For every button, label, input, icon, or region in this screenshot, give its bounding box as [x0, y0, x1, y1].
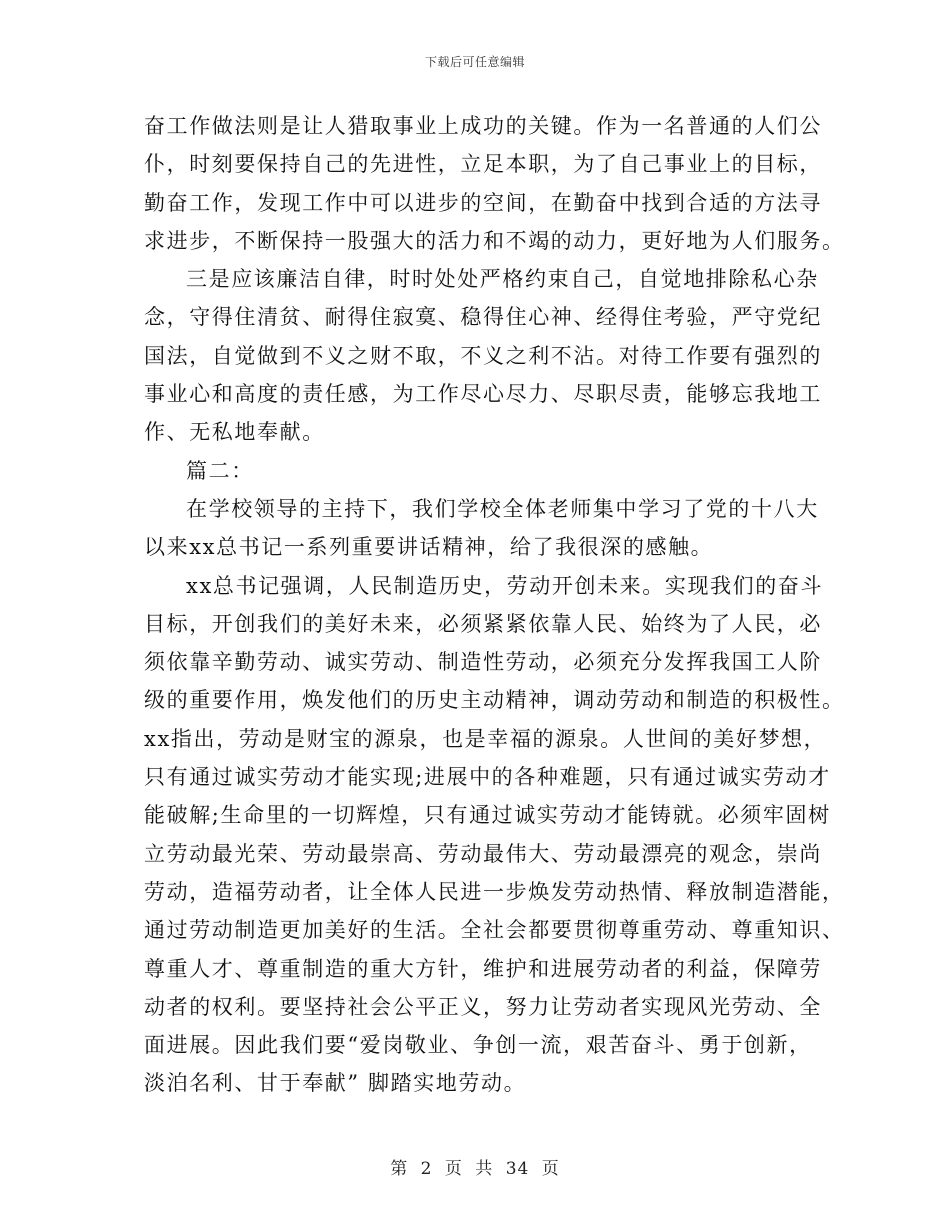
body-line: 事业心和高度的责任感，为工作尽心尽力、尽职尽责，能够忘我地工	[144, 382, 822, 407]
body-line: 仆，时刻要保持自己的先进性，立足本职，为了自己事业上的目标，	[144, 152, 822, 177]
body-line: 奋工作做法则是让人猎取事业上成功的关键。作为一名普通的人们公	[144, 114, 822, 138]
page-number-footer: 第 2 页 共 34 页	[390, 1159, 560, 1179]
paragraph-start-line: xx总书记强调，人民制造历史，劳动开创未来。实现我们的奋斗	[186, 573, 824, 598]
body-line: 级的重要作用，焕发他们的历史主动精神，调动劳动和制造的积极性。	[144, 688, 845, 713]
body-line: 以来xx总书记一系列重要讲话精神，给了我很深的感触。	[144, 535, 714, 560]
body-line: 淡泊名利、甘于奉献” 脚踏实地劳动。	[144, 1071, 527, 1096]
body-line: 通过劳动制造更加美好的生活。全社会都要贯彻尊重劳动、尊重知识、	[144, 918, 845, 943]
paragraph-start-line: 三是应该廉洁自律，时时处处严格约束自己，自觉地排除私心杂	[186, 267, 819, 292]
section-heading: 篇二：	[186, 458, 254, 483]
body-line: 国法，自觉做到不义之财不取，不义之利不沾。对待工作要有强烈的	[144, 343, 822, 368]
body-line: 只有通过诚实劳动才能实现;进展中的各种难题，只有通过诚实劳动才	[144, 765, 831, 790]
body-line: 勤奋工作，发现工作中可以进步的空间，在勤奋中找到合适的方法寻	[144, 190, 822, 215]
body-line: 立劳动最光荣、劳动最崇高、劳动最伟大、劳动最漂亮的观念，崇尚	[144, 841, 822, 866]
page-header: 下载后可任意编辑	[424, 55, 525, 69]
document-body	[144, 107, 845, 1103]
body-line: 动者的权利。要坚持社会公平正义，努力让劳动者实现风光劳动、全	[144, 994, 822, 1019]
body-line: 面进展。因此我们要“爱岗敬业、争创一流，艰苦奋斗、勇于创新，	[144, 1033, 812, 1058]
body-line: 须依靠辛勤劳动、诚实劳动、制造性劳动，必须充分发挥我国工人阶	[144, 650, 822, 675]
body-line: xx指出，劳动是财宝的源泉，也是幸福的源泉。人世间的美好梦想，	[144, 726, 827, 751]
body-line: 能破解;生命里的一切辉煌，只有通过诚实劳动才能铸就。必须牢固树	[144, 803, 831, 828]
body-line: 劳动，造福劳动者，让全体人民进一步焕发劳动热情、释放制造潜能，	[144, 879, 845, 904]
body-line: 求进步，不断保持一股强大的活力和不竭的动力，更好地为人们服务。	[144, 228, 845, 253]
paragraph-start-line: 在学校领导的主持下，我们学校全体老师集中学习了党的十八大	[186, 496, 819, 521]
body-line: 作、无私地奉献。	[144, 420, 325, 445]
body-line: 目标，开创我们的美好未来，必须紧紧依靠人民、始终为了人民，必	[144, 611, 822, 636]
body-line: 念，守得住清贫、耐得住寂寞、稳得住心神、经得住考验，严守党纪	[144, 305, 822, 330]
body-line: 尊重人才、尊重制造的重大方针，维护和进展劳动者的利益，保障劳	[144, 956, 822, 981]
